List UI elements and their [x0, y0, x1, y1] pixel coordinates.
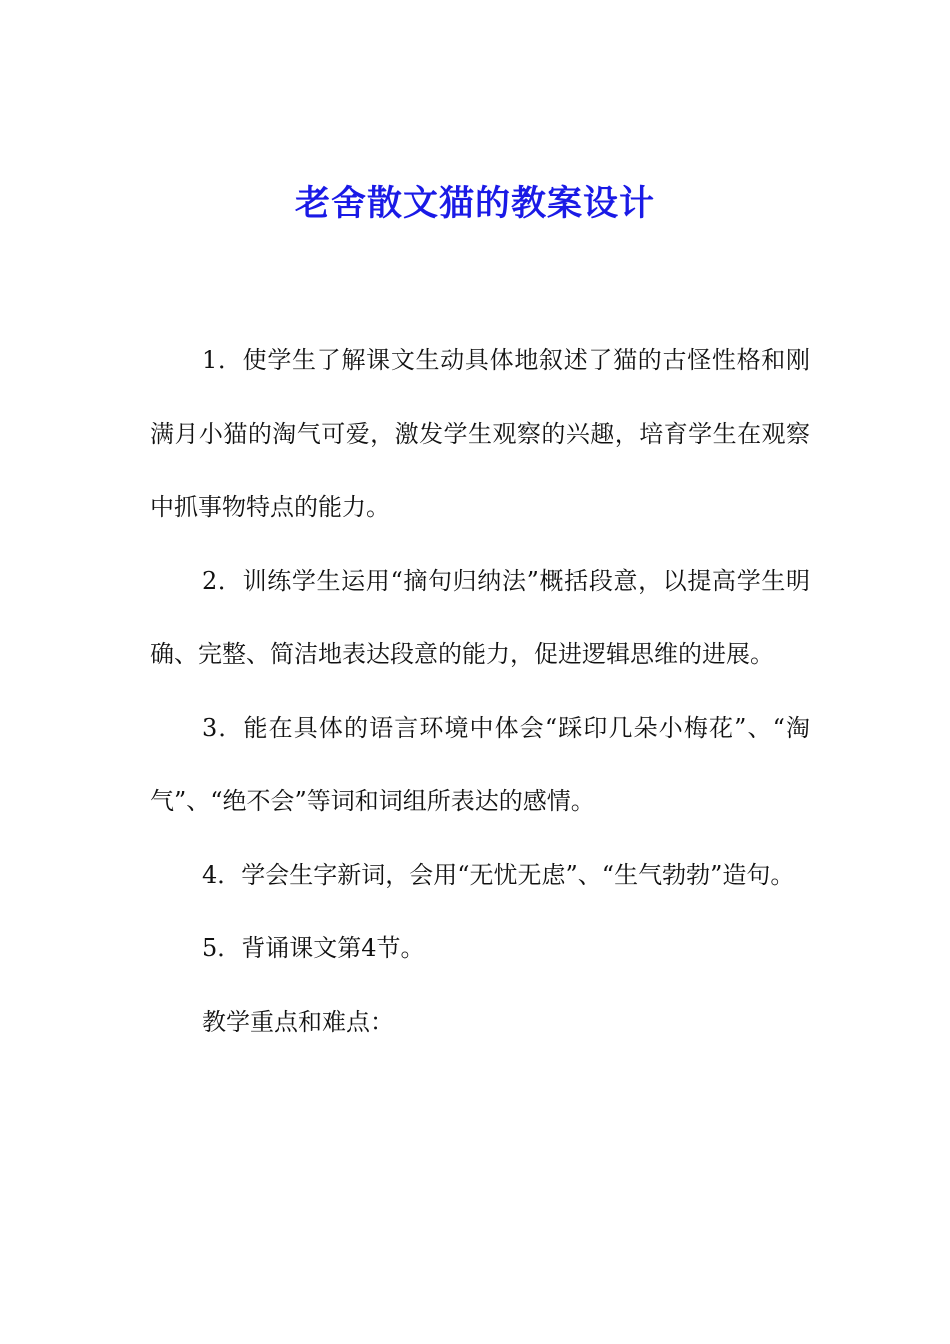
key-points-heading: 教学重点和难点： [202, 1007, 394, 1036]
document-body [150, 324, 810, 1059]
document-title: 老舍散文猫的教案设计 [294, 184, 655, 224]
objective-1-paragraph: 1．使学生了解课文生动具体地叙述了猫的古怪性格和刚满月小猫的淘气可爱，激发学生观察的兴趣，培育学生在观察中抓事物特点的能力。 [150, 346, 810, 521]
objective-2-paragraph: 2．训练学生运用“摘句归纳法”概括段意，以提高学生明确、完整、简洁地表达段意的能力，促进逻辑思维的进展。 [150, 566, 810, 668]
objective-4-paragraph: 4．学会生字新词，会用“无忧无虑”、“生气勃勃”造句。 [202, 860, 795, 889]
objective-3-paragraph: 3．能在具体的语言环境中体会“踩印几朵小梅花”、“淘气”、“绝不会”等词和词组所表达的感情。 [150, 713, 810, 815]
objective-5-paragraph: 5．背诵课文第4节。 [202, 934, 425, 962]
